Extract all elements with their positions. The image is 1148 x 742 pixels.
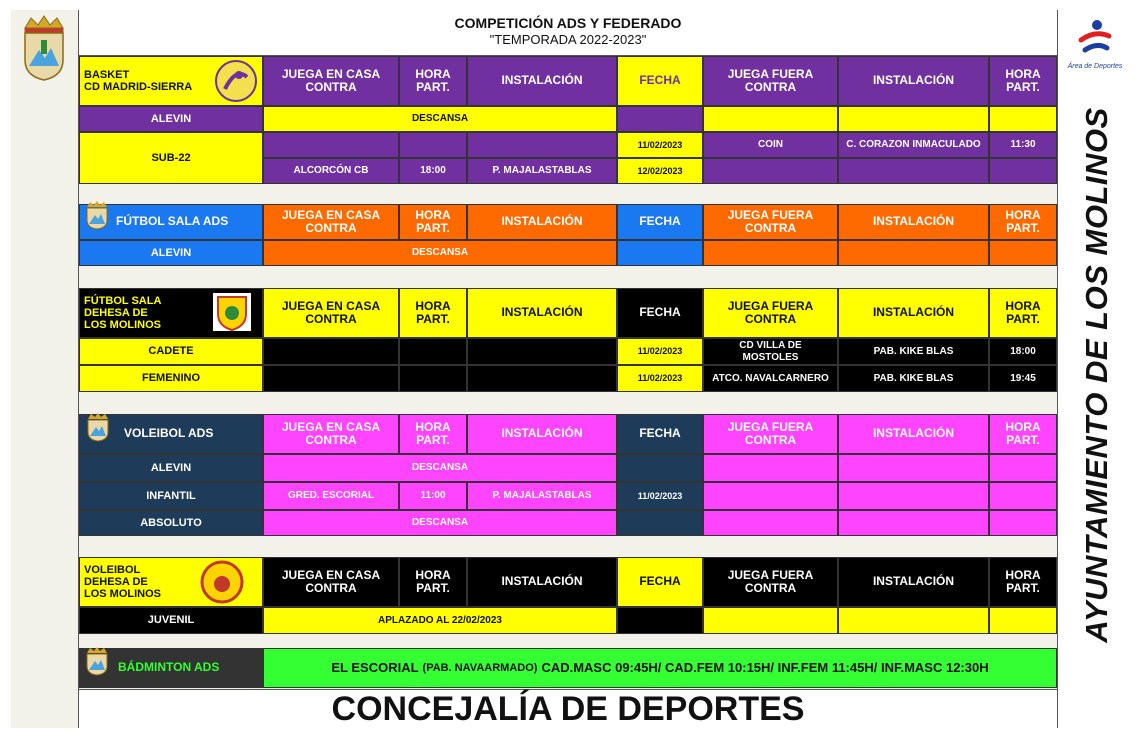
- basket-sub22-r1-time: [399, 132, 467, 158]
- futsal-dehesa-club-shield-icon: [212, 292, 252, 332]
- basket-sub22-r1-venue-away: C. CORAZON INMACULADO: [838, 132, 989, 158]
- voley-ads-alevin-away: [703, 454, 838, 482]
- basket-sub22-r1-venue: [467, 132, 617, 158]
- basket-alevin-away: [703, 106, 838, 132]
- futsal-dehesa-cadete-home: [263, 338, 399, 365]
- futsal-dehesa-title-line1: FÚTBOL SALA: [84, 294, 162, 307]
- futsal-dehesa-cadete-venue-away: PAB. KIKE BLAS: [838, 338, 989, 365]
- voley-ads-absoluto-venue-away: [838, 510, 989, 536]
- voley-dehesa-col-time-away: HORA PART.: [989, 557, 1057, 607]
- badminton-place: EL ESCORIAL: [331, 659, 419, 675]
- page-title: COMPETICIÓN ADS Y FEDERADO: [454, 15, 682, 31]
- voley-ads-alevin-venue-away: [838, 454, 989, 482]
- futsal-ads-title-text: FÚTBOL SALA ADS: [116, 214, 229, 229]
- voley-dehesa-col-venue: INSTALACIÓN: [467, 557, 617, 607]
- futsal-dehesa-col-venue: INSTALACIÓN: [467, 288, 617, 338]
- voley-dehesa-juvenil-note: APLAZADO AL 22/02/2023: [263, 607, 617, 634]
- futsal-ads-col-date: FECHA: [617, 204, 703, 240]
- basket-sub22-r2-time: 18:00: [399, 158, 467, 184]
- voley-dehesa-juvenil-venue-away: [838, 607, 989, 634]
- futsal-dehesa-title-line2: DEHESA DE: [84, 306, 148, 319]
- left-column: [11, 10, 79, 728]
- voley-ads-absoluto-cat: ABSOLUTO: [79, 510, 263, 536]
- voley-ads-absoluto-away: [703, 510, 838, 536]
- voley-ads-alevin-note: DESCANSA: [263, 454, 617, 482]
- futsal-dehesa-cadete-venue: [467, 338, 617, 365]
- badminton-crest-icon: [84, 646, 110, 676]
- voley-dehesa-juvenil-away: [703, 607, 838, 634]
- voley-ads-infantil-cat: INFANTIL: [79, 482, 263, 510]
- basket-col-home: JUEGA EN CASA CONTRA: [263, 56, 399, 106]
- voley-ads-absoluto-date: [617, 510, 703, 536]
- voley-dehesa-col-venue-away: INSTALACIÓN: [838, 557, 989, 607]
- basket-alevin-time-away: [989, 106, 1057, 132]
- basket-sub22-r1-away: COIN: [703, 132, 838, 158]
- basket-sub22-cat: SUB-22: [79, 132, 263, 184]
- voley-ads-infantil-venue-away: [838, 482, 989, 510]
- basket-alevin-cat: ALEVIN: [79, 106, 263, 132]
- basket-sub22-r2-venue-away: [838, 158, 989, 184]
- basket-alevin-date: [617, 106, 703, 132]
- voley-ads-alevin-cat: ALEVIN: [79, 454, 263, 482]
- futsal-ads-col-home: JUEGA EN CASA CONTRA: [263, 204, 399, 240]
- sports-figure-icon: [1075, 18, 1115, 56]
- voley-ads-col-time: HORA PART.: [399, 414, 467, 454]
- futsal-ads-col-away: JUEGA FUERA CONTRA: [703, 204, 838, 240]
- voley-ads-infantil-date: 11/02/2023: [617, 482, 703, 510]
- voley-ads-col-venue: INSTALACIÓN: [467, 414, 617, 454]
- voley-dehesa-juvenil-time-away: [989, 607, 1057, 634]
- basket-col-venue-away: INSTALACIÓN: [838, 56, 989, 106]
- futsal-dehesa-femenino-cat: FEMENINO: [79, 365, 263, 392]
- voley-ads-infantil-home: GRED. ESCORIAL: [263, 482, 399, 510]
- basket-alevin-venue-away: [838, 106, 989, 132]
- voley-ads-title-text: VOLEIBOL ADS: [124, 426, 214, 441]
- futsal-dehesa-cadete-away: CD VILLA DE MOSTOLES: [703, 338, 838, 365]
- futsal-ads-alevin-date: [617, 240, 703, 266]
- badminton-schedule: [263, 648, 1057, 688]
- page-header: [79, 10, 1057, 56]
- town-crest-icon: [19, 14, 69, 82]
- basket-col-time-away: HORA PART.: [989, 56, 1057, 106]
- futsal-ads-alevin-time-away: [989, 240, 1057, 266]
- badminton-times: CAD.MASC 09:45H/ CAD.FEM 10:15H/ INF.FEM 11:45H/ INF.MASC 12:30H: [541, 659, 989, 675]
- futsal-ads-alevin-venue-away: [838, 240, 989, 266]
- futsal-dehesa-col-venue-away: INSTALACIÓN: [838, 288, 989, 338]
- futsal-dehesa-cadete-time-away: 18:00: [989, 338, 1057, 365]
- voley-ads-alevin-time-away: [989, 454, 1057, 482]
- voley-ads-alevin-date: [617, 454, 703, 482]
- voley-ads-col-home: JUEGA EN CASA CONTRA: [263, 414, 399, 454]
- voley-ads-col-date: FECHA: [617, 414, 703, 454]
- basket-sub22-r2-time-away: [989, 158, 1057, 184]
- basket-col-time: HORA PART.: [399, 56, 467, 106]
- voley-dehesa-title-line2: DEHESA DE: [84, 575, 148, 588]
- voley-ads-infantil-away: [703, 482, 838, 510]
- voley-dehesa-col-home: JUEGA EN CASA CONTRA: [263, 557, 399, 607]
- basket-sub22-r2-away: [703, 158, 838, 184]
- voley-dehesa-title-line1: VOLEIBOL: [84, 563, 141, 576]
- voley-dehesa-title-line3: LOS MOLINOS: [84, 588, 161, 601]
- futsal-dehesa-col-time: HORA PART.: [399, 288, 467, 338]
- futsal-dehesa-cadete-time: [399, 338, 467, 365]
- voley-dehesa-col-date: FECHA: [617, 557, 703, 607]
- voley-dehesa-club-shield-icon: [200, 560, 244, 604]
- basket-col-venue: INSTALACIÓN: [467, 56, 617, 106]
- futsal-dehesa-femenino-away: ATCO. NAVALCARNERO: [703, 365, 838, 392]
- futsal-ads-col-venue-away: INSTALACIÓN: [838, 204, 989, 240]
- logo-caption: Área de Deportes: [1067, 63, 1123, 70]
- futsal-dehesa-col-away: JUEGA FUERA CONTRA: [703, 288, 838, 338]
- basket-club-logo-icon: [213, 59, 259, 103]
- basket-sub22-r1-time-away: 11:30: [989, 132, 1057, 158]
- voley-ads-infantil-time-away: [989, 482, 1057, 510]
- basket-alevin-note: DESCANSA: [263, 106, 617, 132]
- futsal-ads-col-time-away: HORA PART.: [989, 204, 1057, 240]
- futsal-ads-alevin-cat: ALEVIN: [79, 240, 263, 266]
- futsal-dehesa-cadete-date: 11/02/2023: [617, 338, 703, 365]
- badminton-title-text: BÁDMINTON ADS: [118, 660, 220, 675]
- voley-dehesa-col-away: JUEGA FUERA CONTRA: [703, 557, 838, 607]
- futsal-dehesa-femenino-time: [399, 365, 467, 392]
- basket-sub22-r1-date: 11/02/2023: [617, 132, 703, 158]
- voley-dehesa-juvenil-cat: JUVENIL: [79, 607, 263, 634]
- voley-ads-col-venue-away: INSTALACIÓN: [838, 414, 989, 454]
- basket-sub22-r1-home: [263, 132, 399, 158]
- basket-title-line1: BASKET: [84, 68, 130, 81]
- futsal-dehesa-cadete-cat: CADETE: [79, 338, 263, 365]
- badminton-venue: (PAB. NAVAARMADO): [422, 661, 538, 674]
- voley-ads-col-away: JUEGA FUERA CONTRA: [703, 414, 838, 454]
- basket-col-away: JUEGA FUERA CONTRA: [703, 56, 838, 106]
- futsal-dehesa-col-date: FECHA: [617, 288, 703, 338]
- basket-sub22-r2-home: ALCORCÓN CB: [263, 158, 399, 184]
- voley-ads-infantil-venue: P. MAJALASTABLAS: [467, 482, 617, 510]
- voley-ads-infantil-time: 11:00: [399, 482, 467, 510]
- futsal-dehesa-title-line3: LOS MOLINOS: [84, 319, 161, 332]
- futsal-ads-alevin-note: DESCANSA: [263, 240, 617, 266]
- basket-sub22-r2-venue: P. MAJALASTABLAS: [467, 158, 617, 184]
- futsal-dehesa-femenino-date: 11/02/2023: [617, 365, 703, 392]
- futsal-dehesa-femenino-time-away: 19:45: [989, 365, 1057, 392]
- futsal-dehesa-femenino-venue-away: PAB. KIKE BLAS: [838, 365, 989, 392]
- futsal-dehesa-col-home: JUEGA EN CASA CONTRA: [263, 288, 399, 338]
- voley-ads-absoluto-note: DESCANSA: [263, 510, 617, 536]
- futsal-dehesa-femenino-home: [263, 365, 399, 392]
- voley-ads-crest-icon: [85, 412, 111, 442]
- futsal-ads-crest-icon: [84, 200, 110, 230]
- sports-area-logo: [1065, 18, 1125, 70]
- futsal-ads-alevin-away: [703, 240, 838, 266]
- vertical-title: AYUNTAMIENTO DE LOS MOLINOS: [1079, 107, 1114, 643]
- basket-title-line2: CD MADRID-SIERRA: [84, 81, 193, 93]
- season-label: "TEMPORADA 2022-2023": [489, 32, 647, 47]
- futsal-ads-col-time: HORA PART.: [399, 204, 467, 240]
- basket-col-date: FECHA: [617, 56, 703, 106]
- voley-dehesa-col-time: HORA PART.: [399, 557, 467, 607]
- footer-title: CONCEJALÍA DE DEPORTES: [79, 689, 1057, 728]
- voley-ads-col-time-away: HORA PART.: [989, 414, 1057, 454]
- voley-ads-absoluto-time-away: [989, 510, 1057, 536]
- futsal-dehesa-col-time-away: HORA PART.: [989, 288, 1057, 338]
- basket-sub22-r2-date: 12/02/2023: [617, 158, 703, 184]
- voley-dehesa-juvenil-date: [617, 607, 703, 634]
- futsal-ads-col-venue: INSTALACIÓN: [467, 204, 617, 240]
- futsal-dehesa-femenino-venue: [467, 365, 617, 392]
